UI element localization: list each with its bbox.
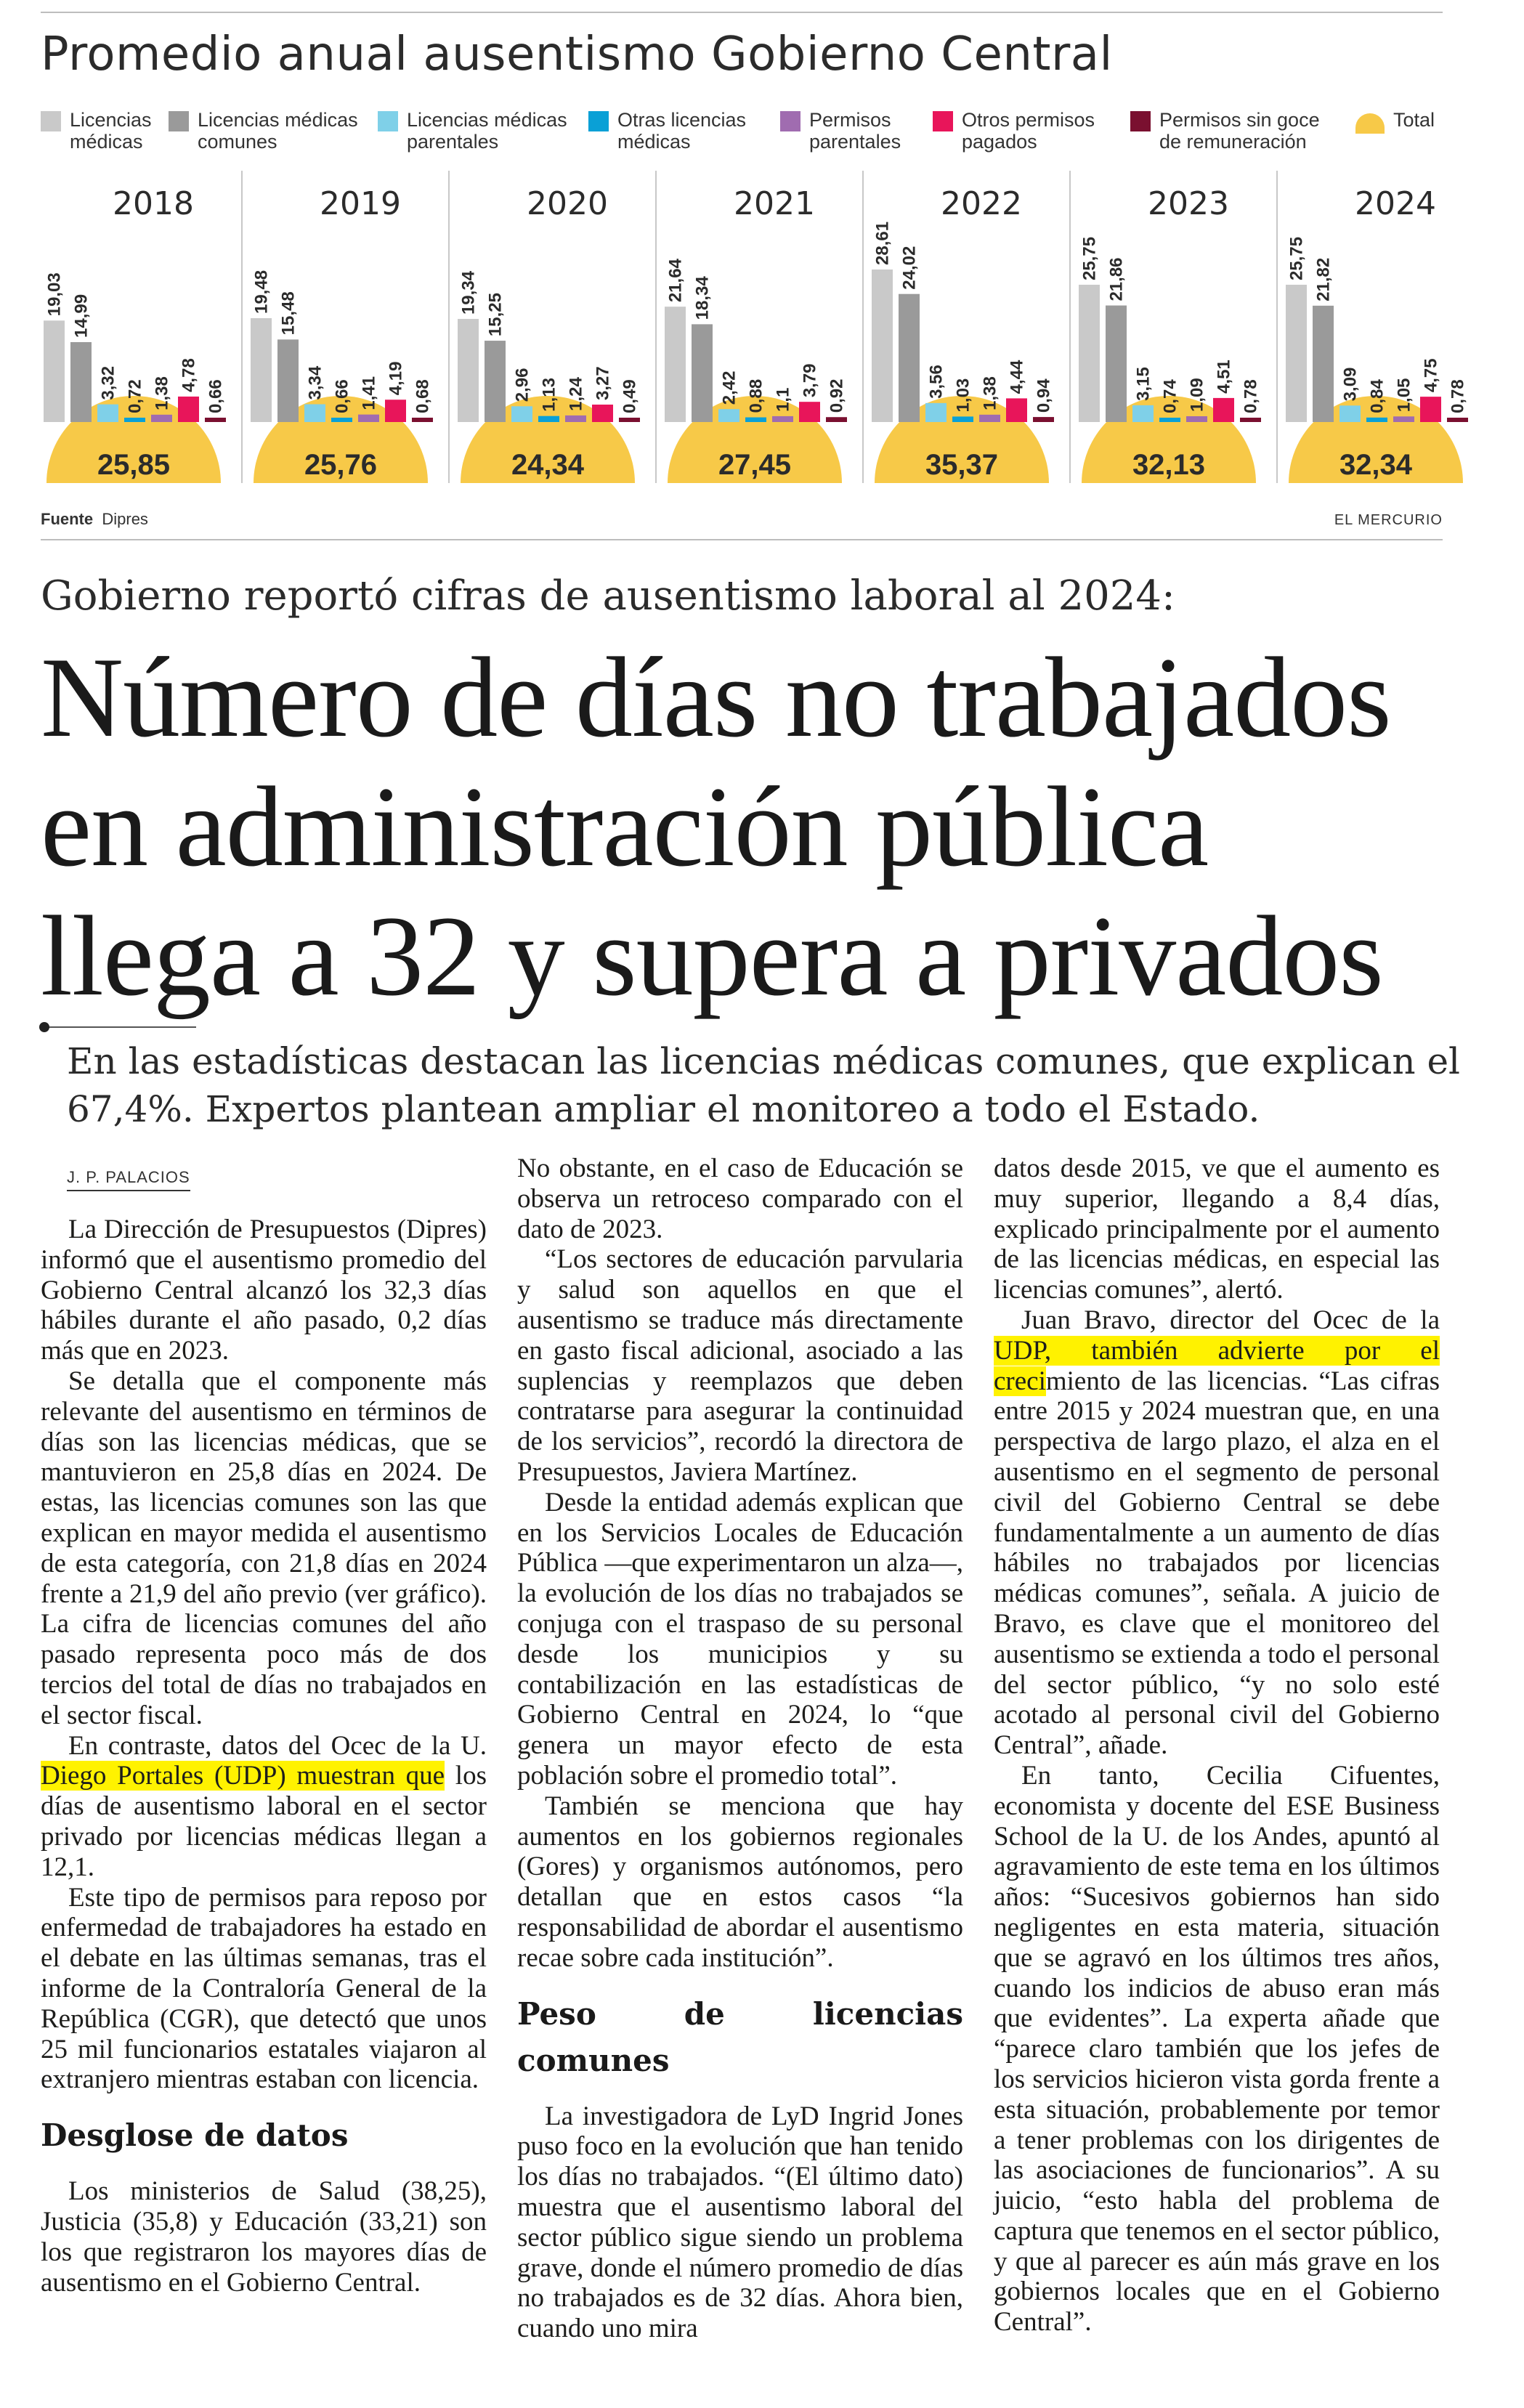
bar-value-label: 0,66 bbox=[206, 379, 226, 413]
year-label: 2024 bbox=[1355, 185, 1436, 222]
bar-5 bbox=[178, 397, 199, 422]
bar-1 bbox=[1106, 306, 1127, 422]
total-label: 25,76 bbox=[304, 449, 378, 481]
bar-value-label: 28,61 bbox=[872, 221, 893, 265]
bar-2 bbox=[1339, 405, 1361, 422]
paragraph-text: Juan Bravo, director del Ocec de la bbox=[1021, 1305, 1440, 1335]
bar-0 bbox=[665, 307, 686, 422]
bar-value-label: 0,72 bbox=[125, 379, 145, 413]
bar-4 bbox=[1393, 416, 1414, 422]
legend-swatch bbox=[933, 111, 953, 131]
bar-2 bbox=[511, 406, 532, 422]
bar-value-label: 1,38 bbox=[152, 376, 172, 410]
headline-line: llega a 32 y supera a privados bbox=[41, 893, 1383, 1020]
legend-swatch bbox=[378, 111, 398, 131]
bar-2 bbox=[925, 403, 947, 422]
legend-label: Permisos parentales bbox=[809, 109, 901, 153]
legend-label: Permisos sin goce de remuneración bbox=[1159, 109, 1320, 153]
bar-value-label: 4,19 bbox=[386, 361, 406, 396]
paragraph: Desde la entidad además explican que en los Servicios Locales de Educación Pública —que experimentaron un alza—, la evolución de los días no trabajados se conjuga con el traspaso de su personal desde los municipios y su contabilización en las estadísticas de Gobierno Central en 2024, lo “que genera un mayor efecto de esta población sobre el promedio total”. bbox=[517, 1487, 963, 1791]
paragraph: La investigadora de LyD Ingrid Jones puso foco en la evolución que han tenido los días no trabajados. “(El último dato) muestra que el ausentismo laboral del sector público sigue siendo un problema grave, donde el número promedio de días no trabajados es de 32 días. Ahora bien, cuando uno mira bbox=[517, 2101, 963, 2344]
bar-1 bbox=[485, 341, 506, 422]
bar-value-label: 1,24 bbox=[566, 377, 586, 411]
bar-3 bbox=[124, 418, 145, 422]
year-label: 2019 bbox=[320, 185, 401, 222]
article-column-2 bbox=[517, 1154, 963, 2344]
bar-value-label: 3,27 bbox=[593, 366, 613, 400]
paragraph: En tanto, Cecilia Cifuentes, economista y docente del ESE Business School de la U. de los Andes, apuntó al agravamiento de este tema en los últimos años: “Sucesivos gobiernos han sido negligentes en esta materia, situación que se agravó en los últimos tres años, cuando los indicios de abuso eran más que evidentes”. La experta añade que “parece claro también que los jefes de los servicios hicieron vista gorda frente a esta situación, probablemente por temor a tener problemas con los dirigentes de las asociaciones de funcionarios”. A su juicio, “esto habla del problema de captura que tenemos en el sector público, y que al parecer es aún más grave en los gobiernos locales que en el Gobierno Central”. bbox=[994, 1760, 1440, 2338]
chart-legend bbox=[41, 109, 1450, 157]
legend-swatch bbox=[169, 111, 189, 131]
bar-value-label: 0,92 bbox=[827, 378, 847, 413]
year-label: 2022 bbox=[941, 185, 1022, 222]
bar-1 bbox=[277, 339, 299, 422]
bar-6 bbox=[1033, 417, 1054, 422]
legend-item-licencias-comunes bbox=[169, 109, 358, 153]
legend-item-otros-permisos bbox=[933, 109, 1095, 153]
paragraph: Se detalla que el componente más relevante del ausentismo en términos de días son las licencias médicas, que se mantuvieron en 25,8 días en 2024. De estas, las licencias comunes son las que explican en mayor medida el ausentismo de esta categoría, con 21,8 días en 2024 frente a 21,9 del año previo (ver gráfico). La cifra de licencias comunes del año pasado representa poco más de dos tercios del total de días no trabajados en el sector fiscal. bbox=[41, 1366, 487, 1730]
bar-value-label: 0,68 bbox=[413, 379, 433, 413]
bar-4 bbox=[358, 415, 379, 422]
bar-1 bbox=[70, 342, 92, 422]
bar-5 bbox=[385, 400, 406, 422]
total-label: 24,34 bbox=[511, 449, 585, 481]
bar-value-label: 0,84 bbox=[1367, 379, 1387, 413]
bar-3 bbox=[331, 418, 352, 422]
article-column-3 bbox=[994, 1154, 1440, 2338]
highlighted-text: UDP, también advierte por el creci bbox=[994, 1335, 1440, 1396]
legend-label: Licencias médicas parentales bbox=[407, 109, 567, 153]
legend-swatch bbox=[1130, 111, 1151, 131]
bar-value-label: 3,09 bbox=[1340, 367, 1361, 402]
legend-item-permisos-parentales bbox=[780, 109, 901, 153]
legend-item-otras-licencias bbox=[588, 109, 746, 153]
bar-value-label: 1,09 bbox=[1187, 378, 1207, 412]
headline-line: Número de días no trabajados bbox=[41, 634, 1391, 761]
bar-3 bbox=[952, 416, 973, 422]
paragraph: Este tipo de permisos para reposo por enfermedad de trabajadores ha estado en el debate en las últimas semanas, tras el informe de la Contraloría General de la República (CGR), que detectó que unos 25 mil funcionarios estatales viajaron al extranjero mientras estaban con licencia. bbox=[41, 1882, 487, 2095]
legend-label: Licencias médicas comunes bbox=[198, 109, 358, 153]
bar-0 bbox=[251, 318, 272, 422]
bar-value-label: 3,34 bbox=[305, 365, 325, 400]
legend-swatch bbox=[588, 111, 609, 131]
legend-swatch bbox=[1355, 113, 1385, 134]
paragraph: La Dirección de Presupuestos (Dipres) informó que el ausentismo promedio del Gobierno Central alcanzó los 32,3 días hábiles durante el año pasado, 0,2 días más que en 2023. bbox=[41, 1215, 487, 1366]
bar-2 bbox=[1132, 405, 1154, 422]
bar-value-label: 21,82 bbox=[1313, 257, 1334, 301]
bar-value-label: 4,75 bbox=[1421, 358, 1441, 393]
total-label: 27,45 bbox=[718, 449, 792, 481]
year-label: 2020 bbox=[527, 185, 608, 222]
top-rule bbox=[41, 12, 1443, 13]
bar-value-label: 19,34 bbox=[458, 270, 479, 315]
paragraph-text: En contraste, datos del Ocec de la U. bbox=[68, 1730, 487, 1761]
bar-5 bbox=[799, 402, 820, 422]
bar-1 bbox=[899, 294, 920, 422]
chart-source bbox=[41, 510, 148, 529]
paragraph: Los ministerios de Salud (38,25), Justicia (35,8) y Educación (33,21) son los que registraron los mayores días de ausentismo en el Gobierno Central. bbox=[41, 2176, 487, 2298]
publication-brand: EL MERCURIO bbox=[1334, 512, 1443, 528]
spacer bbox=[517, 1974, 963, 1991]
spacer bbox=[517, 2084, 963, 2101]
bar-0 bbox=[872, 269, 893, 422]
bar-5 bbox=[1006, 398, 1027, 422]
bar-2 bbox=[97, 405, 118, 422]
bar-0 bbox=[44, 320, 65, 422]
bar-1 bbox=[1313, 306, 1334, 422]
bar-value-label: 19,03 bbox=[44, 272, 65, 317]
bar-4 bbox=[151, 415, 172, 422]
bar-value-label: 1,13 bbox=[539, 377, 559, 412]
bar-value-label: 24,02 bbox=[899, 246, 920, 290]
bar-value-label: 14,99 bbox=[71, 293, 92, 338]
bar-value-label: 21,64 bbox=[665, 259, 686, 303]
paragraph bbox=[994, 1305, 1440, 1761]
article-headline bbox=[41, 633, 1464, 1021]
legend-label: Otras licencias médicas bbox=[617, 109, 747, 153]
bar-3 bbox=[1366, 418, 1387, 422]
legend-item-licencias-medicas bbox=[41, 109, 152, 153]
deck-divider bbox=[44, 1026, 196, 1028]
bar-5 bbox=[1213, 398, 1234, 422]
bar-2 bbox=[304, 404, 325, 422]
source-value: Dipres bbox=[102, 510, 148, 528]
bar-value-label: 4,51 bbox=[1214, 360, 1234, 394]
bar-value-label: 0,94 bbox=[1034, 378, 1054, 413]
legend-label: Otros permisos pagados bbox=[962, 109, 1095, 153]
bar-value-label: 15,48 bbox=[278, 291, 299, 336]
subheading-peso: Peso de licencias comunes bbox=[517, 1995, 963, 2078]
year-label: 2018 bbox=[113, 185, 194, 222]
article-kicker: Gobierno reportó cifras de ausentismo laboral al 2024: bbox=[41, 572, 1175, 620]
bar-value-label: 1,38 bbox=[980, 376, 1000, 410]
bar-value-label: 25,75 bbox=[1079, 236, 1100, 280]
total-label: 32,34 bbox=[1339, 449, 1413, 481]
bar-0 bbox=[458, 319, 479, 422]
total-label: 25,85 bbox=[97, 449, 171, 481]
bar-value-label: 18,34 bbox=[692, 276, 713, 320]
bar-4 bbox=[565, 415, 586, 422]
paragraph: También se menciona que hay aumentos en los gobiernos regionales (Gores) y organismos autónomos, pero detallan que en estos casos “la responsabilidad de abordar el ausentismo recae sobre cada institución”. bbox=[517, 1791, 963, 1973]
bar-value-label: 0,78 bbox=[1241, 379, 1261, 413]
bar-value-label: 0,49 bbox=[620, 379, 640, 413]
bar-value-label: 25,75 bbox=[1286, 236, 1307, 280]
highlighted-text: Diego Portales (UDP) muestran que bbox=[41, 1761, 445, 1791]
bar-5 bbox=[592, 405, 613, 422]
bar-value-label: 2,96 bbox=[512, 368, 532, 402]
bar-value-label: 2,42 bbox=[719, 370, 739, 405]
bar-6 bbox=[1447, 418, 1468, 422]
bar-3 bbox=[538, 416, 559, 422]
bar-value-label: 4,44 bbox=[1007, 360, 1027, 394]
paragraph-text: los días de ausentismo laboral en el sector privado por licencias médicas llegan a 12,1. bbox=[41, 1761, 487, 1882]
legend-label: Total bbox=[1393, 109, 1435, 131]
bar-value-label: 0,66 bbox=[332, 379, 352, 413]
bar-value-label: 1,05 bbox=[1394, 378, 1414, 413]
bar-value-label: 21,86 bbox=[1106, 257, 1127, 301]
legend-label: Licencias médicas bbox=[70, 109, 152, 153]
paragraph: “Los sectores de educación parvularia y salud son aquellos en que el ausentismo se traduce más directamente en gasto fiscal adicional, asociado a las suplencias y reemplazos que deben contratarse para asegurar la continuidad de los servicios”, recordó la directora de Presupuestos, Javiera Martínez. bbox=[517, 1244, 963, 1487]
source-label: Fuente bbox=[41, 510, 94, 528]
bar-value-label: 3,15 bbox=[1133, 367, 1154, 401]
bar-4 bbox=[1186, 416, 1207, 422]
bar-value-label: 0,74 bbox=[1160, 379, 1180, 413]
spacer bbox=[41, 2159, 487, 2176]
bar-6 bbox=[1240, 418, 1261, 422]
absenteeism-bar-chart bbox=[41, 163, 1468, 501]
legend-item-licencias-parentales bbox=[378, 109, 567, 153]
legend-item-total bbox=[1355, 109, 1435, 134]
legend-swatch bbox=[41, 111, 61, 131]
bar-4 bbox=[979, 415, 1000, 422]
chart-title: Promedio anual ausentismo Gobierno Central bbox=[41, 28, 1113, 81]
bar-6 bbox=[619, 418, 640, 422]
year-label: 2021 bbox=[734, 185, 815, 222]
bar-0 bbox=[1079, 285, 1100, 422]
paragraph: datos desde 2015, ve que el aumento es muy superior, llegando a 8,4 días, explicado principalmente por el aumento de las licencias médicas, en especial las licencias comunes”, alertó. bbox=[994, 1154, 1440, 1305]
headline-line: en administración pública bbox=[41, 763, 1209, 891]
bar-1 bbox=[692, 324, 713, 422]
bar-3 bbox=[745, 418, 766, 422]
bar-value-label: 0,78 bbox=[1448, 379, 1468, 413]
bar-0 bbox=[1286, 285, 1307, 422]
bar-5 bbox=[1420, 397, 1441, 422]
legend-swatch bbox=[780, 111, 800, 131]
paragraph: No obstante, en el caso de Educación se observa un retroceso comparado con el dato de 2023. bbox=[517, 1154, 963, 1244]
bar-2 bbox=[718, 409, 739, 422]
bar-6 bbox=[412, 418, 433, 422]
total-label: 32,13 bbox=[1132, 449, 1206, 481]
article-byline: J. P. PALACIOS bbox=[67, 1168, 190, 1191]
bar-6 bbox=[826, 417, 847, 422]
bar-value-label: 15,25 bbox=[485, 293, 506, 337]
bar-value-label: 4,78 bbox=[179, 358, 199, 392]
spacer bbox=[41, 2095, 487, 2112]
total-label: 35,37 bbox=[925, 449, 999, 481]
bar-value-label: 1,03 bbox=[953, 378, 973, 413]
bar-4 bbox=[772, 416, 793, 422]
article-column-1 bbox=[41, 1215, 487, 2298]
article-deck: En las estadísticas destacan las licencias médicas comunes, que explican el 67,4%. Expertos plantean ampliar el monitoreo a todo el Estado. bbox=[67, 1040, 1461, 1130]
bar-value-label: 3,32 bbox=[98, 365, 118, 400]
paragraph bbox=[41, 1731, 487, 1883]
bar-value-label: 19,48 bbox=[251, 269, 272, 315]
year-label: 2023 bbox=[1148, 185, 1229, 222]
legend-item-permisos-sin-goce bbox=[1130, 109, 1320, 153]
bar-value-label: 0,88 bbox=[746, 378, 766, 413]
bar-value-label: 3,56 bbox=[926, 365, 947, 399]
bar-value-label: 1,41 bbox=[359, 376, 379, 410]
subheading-desglose: Desglose de datos bbox=[41, 2117, 349, 2154]
chart-bottom-rule bbox=[41, 539, 1443, 540]
bar-value-label: 3,79 bbox=[800, 363, 820, 398]
paragraph-text: miento de las licencias. “Las cifras entre 2015 y 2024 muestran que, en una perspectiva de largo plazo, el alza en el ausentismo en el segmento de personal civil del Gobierno Central se debe fundamentalmente a un aumento de días hábiles no trabajados por licencias médicas comunes”, señala. A juicio de Bravo, es clave que el monitoreo del ausentismo se extienda a todo el personal del sector público, “y no solo esté acotado al personal civil del Gobierno Central”, añade. bbox=[994, 1366, 1440, 1761]
bar-3 bbox=[1159, 418, 1180, 422]
bar-6 bbox=[205, 418, 226, 422]
bar-value-label: 1,1 bbox=[773, 387, 793, 412]
